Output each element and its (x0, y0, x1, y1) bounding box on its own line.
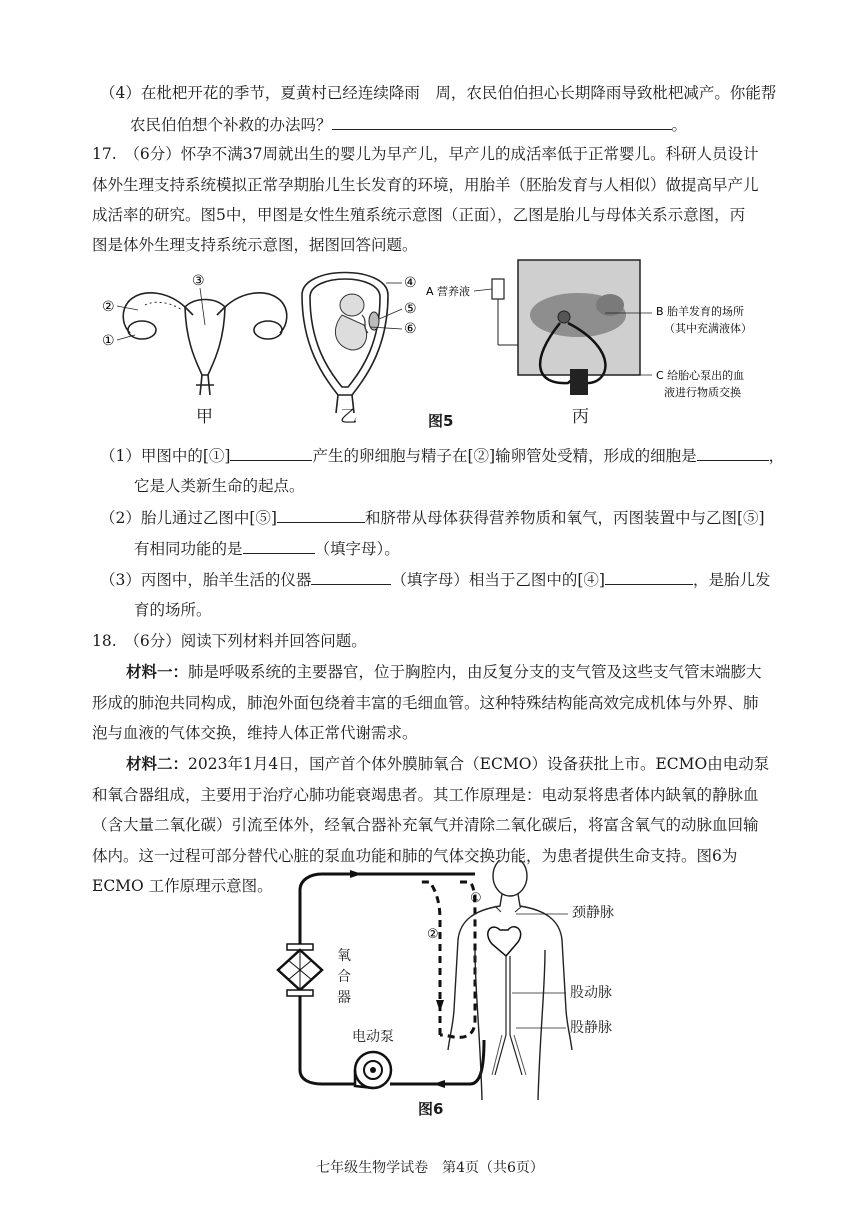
marker-2: ② (102, 299, 115, 315)
marker-5: ⑤ (404, 301, 417, 317)
pump-label: 电动泵 (352, 1029, 394, 1045)
jugular-vein-label: 颈静脉 (572, 905, 614, 921)
q18-material1-line3: 泡与血液的气体交换，维持人体正常代谢需求。 (92, 724, 418, 742)
label-b1: B 胎羊发育的场所 (656, 305, 745, 318)
label-c1: C 给胎心泵出的血 (656, 369, 745, 382)
material2-label: 材料二： (126, 754, 189, 773)
marker-3: ③ (192, 273, 205, 289)
q17-sub1-text-a: （1）甲图中的[①] (100, 447, 231, 465)
sub-label-bing: 丙 (572, 407, 589, 427)
q16-4-end: 。 (671, 116, 688, 134)
q17-sub3-line1 (100, 568, 771, 591)
oxygenator-icon (278, 944, 322, 996)
q17-sub3-blank1[interactable] (311, 568, 391, 585)
q18-material2-line5: ECMO 工作原理示意图。 (92, 877, 273, 895)
label-a: A 营养液 (426, 285, 471, 298)
q17-sub1-line2: 它是人类新生命的起点。 (134, 477, 305, 495)
q17-sub2-line1 (100, 506, 765, 529)
q17-sub1-text-b: 产生的卵细胞与精子在[②]输卵管处受精，形成的细胞是 (312, 447, 697, 465)
material1-text: 肺是呼吸系统的主要器官，位于胸腔内，由反复分支的支气管及这些支气管末端膨大 (188, 663, 762, 681)
page-footer: 七年级生物学试卷 第4页（共6页） (316, 1160, 544, 1176)
marker-6: ⑥ (404, 321, 417, 337)
q16-4-line1: （4）在枇杷开花的季节，夏黄村已经连续降雨 周，农民伯伯担心长期降雨导致枇杷减产。你能帮 (100, 84, 777, 102)
ecmo-marker-2: ② (427, 927, 439, 942)
electric-pump-icon (355, 1052, 391, 1088)
marker-1: ① (102, 333, 115, 349)
q18-stem: 18. （6分）阅读下列材料并回答问题。 (92, 632, 367, 650)
figure-6-ecmo (270, 860, 640, 1100)
q17-sub2-text-c: 有相同功能的是 (134, 540, 243, 558)
oxygenator-label-2: 合 (337, 969, 351, 985)
external-support-diagram (492, 260, 652, 395)
femoral-artery-label: 股动脉 (570, 985, 612, 1001)
marker-4: ④ (404, 275, 417, 291)
q17-sub1-blank2[interactable] (697, 444, 769, 461)
q17-sub3-blank2[interactable] (605, 568, 693, 585)
q18-material1-line1 (126, 661, 762, 683)
figure-5 (90, 255, 780, 435)
q17-sub3-text-b: （填字母）相当于乙图中的[④] (391, 571, 605, 589)
q17-sub1-line1 (100, 444, 784, 467)
q17-sub3-line2: 育的场所。 (134, 601, 212, 619)
q17-sub1-text-c: ， (768, 447, 785, 465)
femoral-vein-label: 股静脉 (570, 1020, 612, 1036)
q17-sub1-blank1[interactable] (230, 444, 312, 461)
sub-label-jia: 甲 (196, 407, 213, 427)
label-b2: （其中充满液体） (664, 322, 752, 335)
q17-sub2-text-a: （2）胎儿通过乙图中[⑤] (100, 509, 277, 527)
q17-sub2-text-b: 和脐带从母体获得营养物质和氧气，丙图装置中与乙图[⑤] (364, 509, 765, 527)
figure-5-caption: 图5 (428, 412, 454, 430)
oxygenator-label-1: 氧 (337, 948, 351, 964)
q18-material2-line3: （含大量二氧化碳）引流至体外，经氧合器补充氧气并清除二氧化碳后，将富含氧气的动脉血回输 (92, 816, 759, 834)
q17-sub2-blank1[interactable] (277, 506, 365, 523)
label-c2: 液进行物质交换 (664, 386, 741, 399)
q17-stem-line3: 成活率的研究。图5中，甲图是女性生殖系统示意图（正面），乙图是胎儿与母体关系示意图，丙 (92, 206, 746, 224)
q16-4-line2 (130, 113, 687, 136)
figure-6-caption: 图6 (418, 1100, 444, 1118)
sub-label-yi: 乙 (340, 407, 357, 427)
q17-sub3-text-a: （3）丙图中，胎羊生活的仪器 (100, 571, 312, 589)
q17-sub3-text-c: ，是胎儿发 (692, 571, 771, 589)
q17-stem-line2: 体外生理支持系统模拟正常孕期胎儿生长发育的环境，用胎羊（胚胎发育与人相似）做提高早产儿 (92, 176, 759, 194)
q16-4-answer-blank[interactable] (332, 113, 672, 130)
material2-text: 2023年1月4日，国产首个体外膜肺氧合（ECMO）设备获批上市。ECMO由电动泵 (188, 755, 770, 773)
q18-material2-line1 (126, 753, 769, 775)
ecmo-marker-1: ① (470, 891, 482, 906)
female-reproductive-diagram (123, 293, 287, 395)
oxygenator-label-3: 器 (337, 990, 351, 1006)
material1-label: 材料一： (126, 662, 189, 681)
q17-sub2-text-d: （填字母）。 (314, 540, 400, 558)
q18-material2-line4: 体内。这一过程可部分替代心脏的泵血功能和肺的气体交换功能，为患者提供生命支持。图6为 (92, 847, 738, 865)
q17-stem-line4: 图是体外生理支持系统示意图，据图回答问题。 (92, 236, 418, 254)
q17-sub2-blank2[interactable] (243, 537, 315, 554)
q16-4-prompt: 农民伯伯想个补救的办法吗？ (130, 116, 332, 134)
q17-sub2-line2 (134, 537, 400, 560)
q17-stem-line1: 17. （6分）怀孕不满37周就出生的婴儿为早产儿，早产儿的成活率低于正常婴儿。科研人员设计 (92, 145, 759, 163)
q18-material2-line2: 和氧合器组成，主要用于治疗心肺功能衰竭患者。其工作原理是：电动泵将患者体内缺氧的静脉血 (92, 786, 759, 804)
q18-material1-line2: 形成的肺泡共同构成，肺泡外面包绕着丰富的毛细血管。这种特殊结构能高效完成机体与外界、肺 (92, 694, 759, 712)
